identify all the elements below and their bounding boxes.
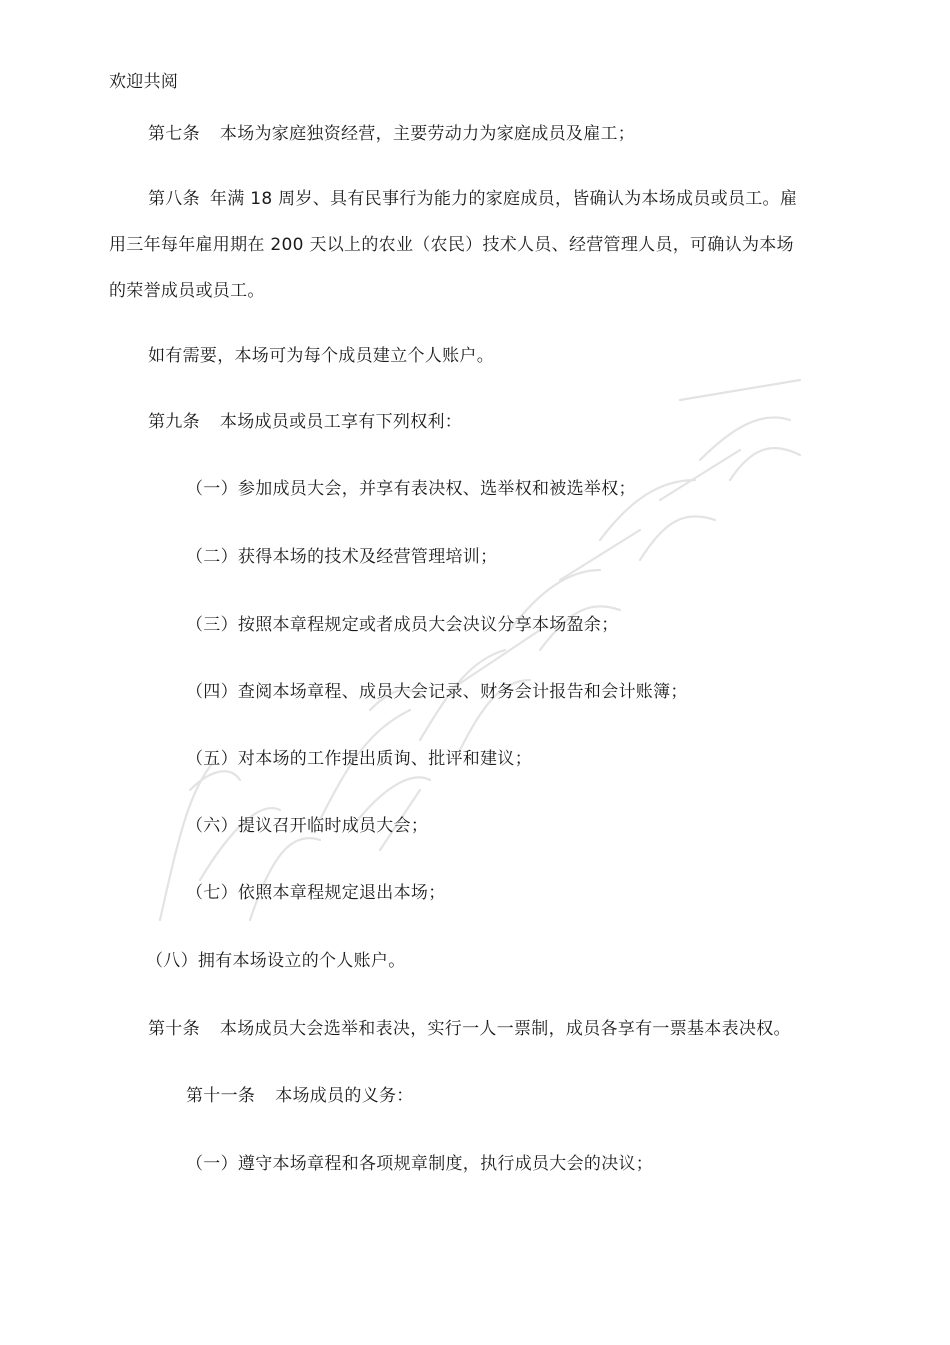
right-item-7: （七）依照本章程规定退出本场； — [186, 883, 446, 903]
right-item-1: （一）参加成员大会，并享有表决权、选举权和被选举权； — [186, 479, 636, 499]
article-11-label: 第十一条 — [186, 1086, 256, 1106]
right-item-8: （八）拥有本场设立的个人账户。 — [146, 951, 406, 971]
article-10-text: 本场成员大会选举和表决，实行一人一票制，成员各享有一票基本表决权。 — [219, 1019, 791, 1039]
article-8-line-1 — [148, 191, 797, 208]
right-item-4: （四）查阅本场章程、成员大会记录、财务会计报告和会计账簿； — [186, 682, 688, 702]
duty-item-1: （一）遵守本场章程和各项规章制度，执行成员大会的决议； — [186, 1154, 654, 1174]
right-item-6: （六）提议召开临时成员大会； — [186, 816, 429, 836]
article-11-text: 本场成员的义务： — [275, 1086, 414, 1106]
header-text: 欢迎共阅 — [109, 72, 179, 92]
article-10-label: 第十条 — [148, 1019, 200, 1039]
right-item-3: （三）按照本章程规定或者成员大会决议分享本场盈余； — [186, 615, 619, 635]
article-7-label: 第七条 — [148, 124, 200, 144]
account-paragraph: 如有需要，本场可为每个成员建立个人账户。 — [148, 346, 494, 366]
article-8-line-2: 用三年每年雇用期在 200 天以上的农业（农民）技术人员、经营管理人员，可确认为本场 — [109, 235, 794, 255]
right-item-2: （二）获得本场的技术及经营管理培训； — [186, 547, 498, 567]
article-8-text-1: 年满 18 周岁、具有民事行为能力的家庭成员，皆确认为本场成员或员工。雇 — [209, 189, 798, 209]
article-8-label: 第八条 — [148, 189, 200, 209]
article-11 — [186, 1088, 414, 1105]
article-9-label: 第九条 — [148, 412, 200, 432]
article-9-text: 本场成员或员工享有下列权利： — [219, 412, 463, 432]
article-7-text: 本场为家庭独资经营，主要劳动力为家庭成员及雇工； — [219, 124, 636, 144]
article-10 — [148, 1021, 791, 1038]
article-8-line-3: 的荣誉成员或员工。 — [109, 281, 265, 301]
right-item-5: （五）对本场的工作提出质询、批评和建议； — [186, 749, 532, 769]
article-9 — [148, 414, 462, 431]
article-7 — [148, 126, 635, 143]
